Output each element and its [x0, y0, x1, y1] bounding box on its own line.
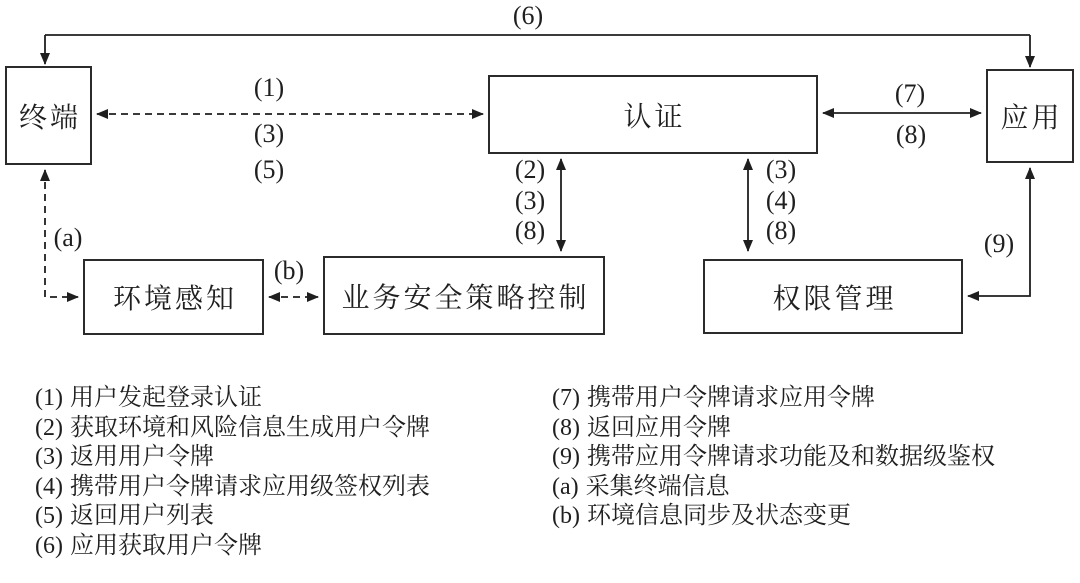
legend-item-6	[35, 532, 430, 562]
edge-label-7: (7)	[894, 79, 926, 108]
edge-label-5: (5)	[253, 155, 285, 184]
legend-text: 用户发起登录认证	[69, 385, 262, 411]
edge-label-8-mid: (8)	[514, 216, 546, 245]
legend-item-a	[552, 473, 995, 503]
legend-key: (6)	[35, 532, 63, 559]
edge-label-3-mid: (3)	[514, 186, 546, 215]
legend-key: (7)	[552, 385, 580, 411]
legend-key: (2)	[35, 414, 63, 441]
auth-box: 认证	[488, 75, 818, 154]
app-box: 应用	[986, 69, 1074, 163]
legend-text: 返用用户令牌	[69, 444, 214, 471]
legend-key: (8)	[552, 414, 580, 441]
edge-label-b: (b)	[273, 256, 305, 285]
legend-item-8	[552, 414, 995, 444]
legend-text: 采集终端信息	[585, 473, 730, 500]
legend-item-b	[552, 502, 995, 532]
edge-label-2: (2)	[514, 155, 546, 184]
env-awareness-box: 环境感知	[83, 259, 264, 335]
edge-label-3-left: (3)	[253, 119, 285, 148]
legend-text: 返回用户列表	[69, 503, 214, 530]
legend-text: 获取环境和风险信息生成用户令牌	[69, 414, 430, 441]
edge-label-8-perm: (8)	[765, 216, 797, 245]
legend-key: (9)	[552, 444, 580, 471]
terminal-box: 终端	[5, 66, 92, 165]
legend-text: 携带应用令牌请求功能及和数据级鉴权	[586, 444, 995, 471]
legend-item-3	[35, 443, 430, 473]
legend-item-7	[552, 384, 995, 414]
edge-label-a: (a)	[53, 223, 83, 252]
permission-mgmt-box: 权限管理	[703, 259, 963, 334]
legend-text: 返回应用令牌	[586, 414, 731, 441]
legend-text: 携带用户令牌请求应用级签权列表	[69, 473, 430, 500]
legend-right-column	[552, 384, 995, 532]
edge-label-1: (1)	[253, 73, 285, 102]
edge-label-4: (4)	[765, 186, 797, 215]
legend-item-5	[35, 502, 430, 532]
legend-text: 应用获取用户令牌	[69, 532, 262, 559]
legend-item-4	[35, 473, 430, 503]
legend-key: (b)	[552, 503, 580, 530]
legend-item-2	[35, 414, 430, 444]
legend-key: (1)	[35, 385, 63, 411]
edge-label-9: (9)	[983, 229, 1015, 258]
legend-text: 环境信息同步及状态变更	[586, 503, 851, 530]
legend-left-column	[35, 384, 430, 562]
legend-item-1	[35, 384, 430, 414]
legend-item-9	[552, 443, 995, 473]
legend-key: (a)	[552, 473, 579, 500]
policy-control-box: 业务安全策略控制	[323, 256, 605, 335]
legend-text: 携带用户令牌请求应用令牌	[586, 385, 875, 411]
edge-label-3-perm: (3)	[765, 155, 797, 184]
legend-key: (3)	[35, 444, 63, 471]
edge-label-8-right: (8)	[895, 120, 927, 149]
edge-label-6: (6)	[512, 1, 544, 30]
edge-top-loop-6	[45, 35, 1030, 67]
legend-key: (5)	[35, 503, 63, 530]
legend-key: (4)	[35, 473, 63, 500]
